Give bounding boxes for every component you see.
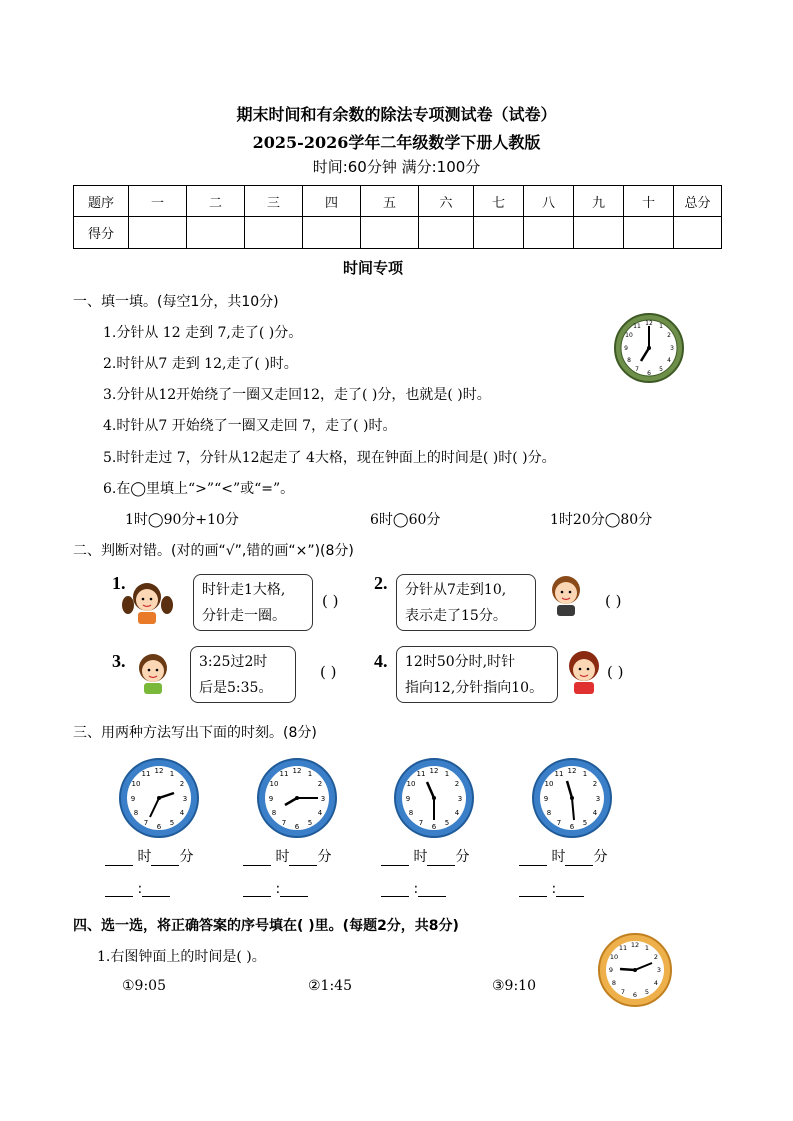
- score-cell: 六: [419, 186, 474, 217]
- section3-heading: 三、用两种方法写出下面的时刻。(8分): [73, 725, 317, 741]
- svg-text:4: 4: [653, 979, 659, 987]
- digital-hour-blank[interactable]: [243, 882, 271, 897]
- svg-text:2: 2: [454, 780, 460, 788]
- score-cell: 一: [129, 186, 187, 217]
- boy-avatar-icon: [132, 650, 174, 694]
- bubble-line: 12时50分时,时针: [405, 654, 516, 670]
- section2-heading: 二、判断对错。(对的画“√”,错的画“×”)(8分): [73, 543, 354, 559]
- svg-text:6: 6: [647, 370, 651, 377]
- page-title: 期末时间和有余数的除法专项测试卷（试卷）: [236, 105, 557, 124]
- svg-text:3: 3: [182, 795, 188, 803]
- svg-text:1: 1: [169, 770, 175, 778]
- clock-icon: [393, 757, 475, 839]
- digital-row: [381, 881, 446, 897]
- hour-blank[interactable]: [105, 851, 133, 866]
- score-cell: 四: [303, 186, 361, 217]
- score-input-cell[interactable]: [624, 217, 674, 249]
- question-1-1: 1.分针从 12 走到 7,走了( )分。: [103, 325, 303, 341]
- svg-text:5: 5: [582, 819, 588, 827]
- score-input-cell[interactable]: [674, 217, 722, 249]
- answer-paren[interactable]: ( ): [607, 663, 624, 681]
- svg-text:11: 11: [554, 770, 564, 778]
- topic-heading: 时间专项: [342, 259, 403, 277]
- svg-text:5: 5: [307, 819, 313, 827]
- question-1-5: 5.时针走过 7，分针从12起走了 4大格，现在钟面上的时间是( )时( )分。: [103, 450, 556, 466]
- hour-label: 时: [137, 849, 152, 865]
- svg-text:7: 7: [635, 366, 639, 373]
- svg-text:6: 6: [431, 823, 437, 831]
- score-cell: 八: [524, 186, 574, 217]
- svg-text:8: 8: [546, 809, 552, 817]
- hour-label: 时: [551, 849, 566, 865]
- svg-text:12: 12: [630, 941, 640, 949]
- bubble-line: 时针走1大格,: [202, 582, 286, 598]
- score-input-cell[interactable]: [419, 217, 474, 249]
- svg-text:2: 2: [667, 332, 671, 339]
- svg-text:1: 1: [582, 770, 588, 778]
- svg-text:9: 9: [624, 345, 628, 352]
- svg-text:6: 6: [294, 823, 300, 831]
- svg-text:1: 1: [644, 944, 650, 952]
- speech-bubble: [190, 646, 296, 703]
- question-1-2: 2.时针从7 走到 12,走了( )时。: [103, 356, 298, 372]
- answer-row: [243, 846, 331, 866]
- digital-minute-blank[interactable]: [418, 882, 446, 897]
- svg-text:3: 3: [320, 795, 326, 803]
- score-cell: 三: [245, 186, 303, 217]
- item-number: 4.: [374, 651, 388, 671]
- bubble-line: 指向12,分针指向10。: [405, 680, 544, 696]
- exam-meta: 时间:60分钟 满分:100分: [312, 158, 481, 176]
- question-1-4: 4.时针从7 开始绕了一圈又走回 7，走了( )时。: [103, 418, 397, 434]
- score-cell: 七: [474, 186, 524, 217]
- svg-text:7: 7: [418, 819, 424, 827]
- speech-bubble: [396, 574, 536, 631]
- score-cell: 十: [624, 186, 674, 217]
- section4-heading: 四、选一选，将正确答案的序号填在( )里。(每题2分，共8分): [73, 918, 459, 934]
- svg-text:11: 11: [618, 944, 628, 952]
- svg-text:2: 2: [317, 780, 323, 788]
- svg-text:10: 10: [131, 780, 141, 788]
- svg-text:10: 10: [625, 332, 633, 339]
- item-number: 2.: [374, 573, 388, 593]
- clock-icon: [256, 757, 338, 839]
- compare-item: 6时◯60分: [370, 512, 441, 528]
- score-label: 得分: [74, 217, 129, 249]
- minute-label: 分: [317, 849, 332, 865]
- svg-text:9: 9: [268, 795, 274, 803]
- svg-text:2: 2: [592, 780, 598, 788]
- svg-text:4: 4: [592, 809, 598, 817]
- svg-text:5: 5: [644, 988, 650, 996]
- minute-label: 分: [455, 849, 470, 865]
- svg-text:9: 9: [543, 795, 549, 803]
- svg-text:11: 11: [279, 770, 289, 778]
- answer-row: [381, 846, 469, 866]
- question-4-1: 1.右图钟面上的时间是( )。: [97, 949, 266, 965]
- svg-text:12: 12: [154, 767, 164, 775]
- svg-text:11: 11: [416, 770, 426, 778]
- svg-text:3: 3: [670, 345, 674, 352]
- digital-minute-blank[interactable]: [142, 882, 170, 897]
- answer-row: [105, 846, 193, 866]
- svg-text:10: 10: [269, 780, 279, 788]
- svg-text:2: 2: [179, 780, 185, 788]
- svg-text:6: 6: [156, 823, 162, 831]
- score-cell: 题序: [74, 186, 129, 217]
- svg-text:8: 8: [611, 979, 617, 987]
- score-cell: 五: [361, 186, 419, 217]
- score-input-cell[interactable]: [129, 217, 187, 249]
- colon: :: [413, 881, 419, 897]
- bubble-line: 分针走一圈。: [202, 608, 286, 624]
- svg-text:4: 4: [317, 809, 323, 817]
- compare-item: 1时20分◯80分: [550, 512, 653, 528]
- svg-text:4: 4: [179, 809, 185, 817]
- minute-blank[interactable]: [427, 851, 455, 866]
- svg-text:8: 8: [408, 809, 414, 817]
- hour-blank[interactable]: [243, 851, 271, 866]
- speech-bubble: [396, 646, 558, 703]
- score-input-cell[interactable]: [245, 217, 303, 249]
- minute-blank[interactable]: [151, 851, 179, 866]
- svg-text:1: 1: [307, 770, 313, 778]
- option-2[interactable]: ②1:45: [308, 978, 352, 994]
- score-cell: 二: [187, 186, 245, 217]
- question-1-6: 6.在◯里填上“>”“<”或“=”。: [103, 481, 295, 497]
- minute-label: 分: [179, 849, 194, 865]
- svg-text:11: 11: [141, 770, 151, 778]
- section1-heading: 一、填一填。(每空1分，共10分): [73, 294, 279, 310]
- score-table-header-row: [74, 186, 722, 217]
- digital-minute-blank[interactable]: [556, 882, 584, 897]
- svg-text:11: 11: [633, 323, 641, 330]
- girl-avatar-icon: [120, 575, 175, 625]
- speech-bubble: [193, 574, 313, 631]
- hour-blank[interactable]: [381, 851, 409, 866]
- score-cell: 总分: [674, 186, 722, 217]
- compare-item: 1时◯90分+10分: [125, 512, 239, 528]
- svg-text:7: 7: [143, 819, 149, 827]
- bubble-line: 3:25过2时: [199, 654, 268, 670]
- hour-blank[interactable]: [519, 851, 547, 866]
- clock-icon: [118, 757, 200, 839]
- hour-label: 时: [275, 849, 290, 865]
- svg-text:12: 12: [645, 320, 653, 327]
- digital-row: [243, 881, 308, 897]
- svg-text:6: 6: [632, 991, 638, 999]
- clock-icon: [531, 757, 613, 839]
- digital-row: [105, 881, 170, 897]
- svg-text:3: 3: [595, 795, 601, 803]
- bubble-line: 分针从7走到10,: [405, 582, 507, 598]
- svg-text:1: 1: [444, 770, 450, 778]
- item-number: 3.: [112, 651, 126, 671]
- girl-avatar-icon: [563, 648, 605, 694]
- svg-text:10: 10: [544, 780, 554, 788]
- digital-row: [519, 881, 584, 897]
- score-table-score-row: [74, 217, 722, 249]
- colon: :: [137, 881, 143, 897]
- colon: :: [551, 881, 557, 897]
- minute-blank[interactable]: [565, 851, 593, 866]
- minute-label: 分: [593, 849, 608, 865]
- answer-paren[interactable]: ( ): [320, 663, 337, 681]
- option-3[interactable]: ③9:10: [492, 978, 536, 994]
- answer-paren[interactable]: ( ): [605, 592, 622, 610]
- svg-text:3: 3: [457, 795, 463, 803]
- svg-text:6: 6: [569, 823, 575, 831]
- item-number: 1.: [112, 573, 126, 593]
- svg-text:10: 10: [609, 953, 619, 961]
- svg-text:9: 9: [608, 966, 614, 974]
- digital-minute-blank[interactable]: [280, 882, 308, 897]
- svg-text:5: 5: [169, 819, 175, 827]
- bubble-line: 表示走了15分。: [405, 608, 507, 624]
- svg-text:12: 12: [429, 767, 439, 775]
- score-input-cell[interactable]: [574, 217, 624, 249]
- minute-blank[interactable]: [289, 851, 317, 866]
- digital-hour-blank[interactable]: [381, 882, 409, 897]
- svg-text:5: 5: [659, 366, 663, 373]
- svg-text:7: 7: [620, 988, 626, 996]
- svg-text:7: 7: [556, 819, 562, 827]
- page-subtitle: 2025-2026学年二年级数学下册人教版: [252, 133, 541, 152]
- hour-label: 时: [413, 849, 428, 865]
- score-cell: 九: [574, 186, 624, 217]
- svg-text:8: 8: [627, 357, 631, 364]
- score-input-cell[interactable]: [187, 217, 245, 249]
- svg-text:7: 7: [281, 819, 287, 827]
- svg-text:5: 5: [444, 819, 450, 827]
- answer-row: [519, 846, 607, 866]
- svg-text:1: 1: [659, 323, 663, 330]
- svg-text:9: 9: [130, 795, 136, 803]
- boy-avatar-icon: [545, 572, 587, 616]
- clock-icon: [612, 311, 686, 385]
- score-input-cell[interactable]: [361, 217, 419, 249]
- svg-text:12: 12: [292, 767, 302, 775]
- score-input-cell[interactable]: [303, 217, 361, 249]
- clock-icon: [597, 932, 673, 1008]
- question-1-3: 3.分针从12开始绕了一圈又走回12，走了( )分，也就是( )时。: [103, 387, 491, 403]
- bubble-line: 后是5:35。: [199, 680, 273, 696]
- svg-text:2: 2: [653, 953, 659, 961]
- score-table: [73, 185, 722, 249]
- digital-hour-blank[interactable]: [105, 882, 133, 897]
- svg-text:9: 9: [405, 795, 411, 803]
- svg-text:4: 4: [454, 809, 460, 817]
- svg-text:3: 3: [656, 966, 662, 974]
- score-input-cell[interactable]: [474, 217, 524, 249]
- answer-paren[interactable]: ( ): [322, 592, 339, 610]
- option-1[interactable]: ①9:05: [122, 978, 166, 994]
- svg-text:12: 12: [567, 767, 577, 775]
- digital-hour-blank[interactable]: [519, 882, 547, 897]
- score-input-cell[interactable]: [524, 217, 574, 249]
- svg-text:4: 4: [667, 357, 671, 364]
- svg-text:8: 8: [133, 809, 139, 817]
- svg-text:8: 8: [271, 809, 277, 817]
- svg-text:10: 10: [406, 780, 416, 788]
- colon: :: [275, 881, 281, 897]
